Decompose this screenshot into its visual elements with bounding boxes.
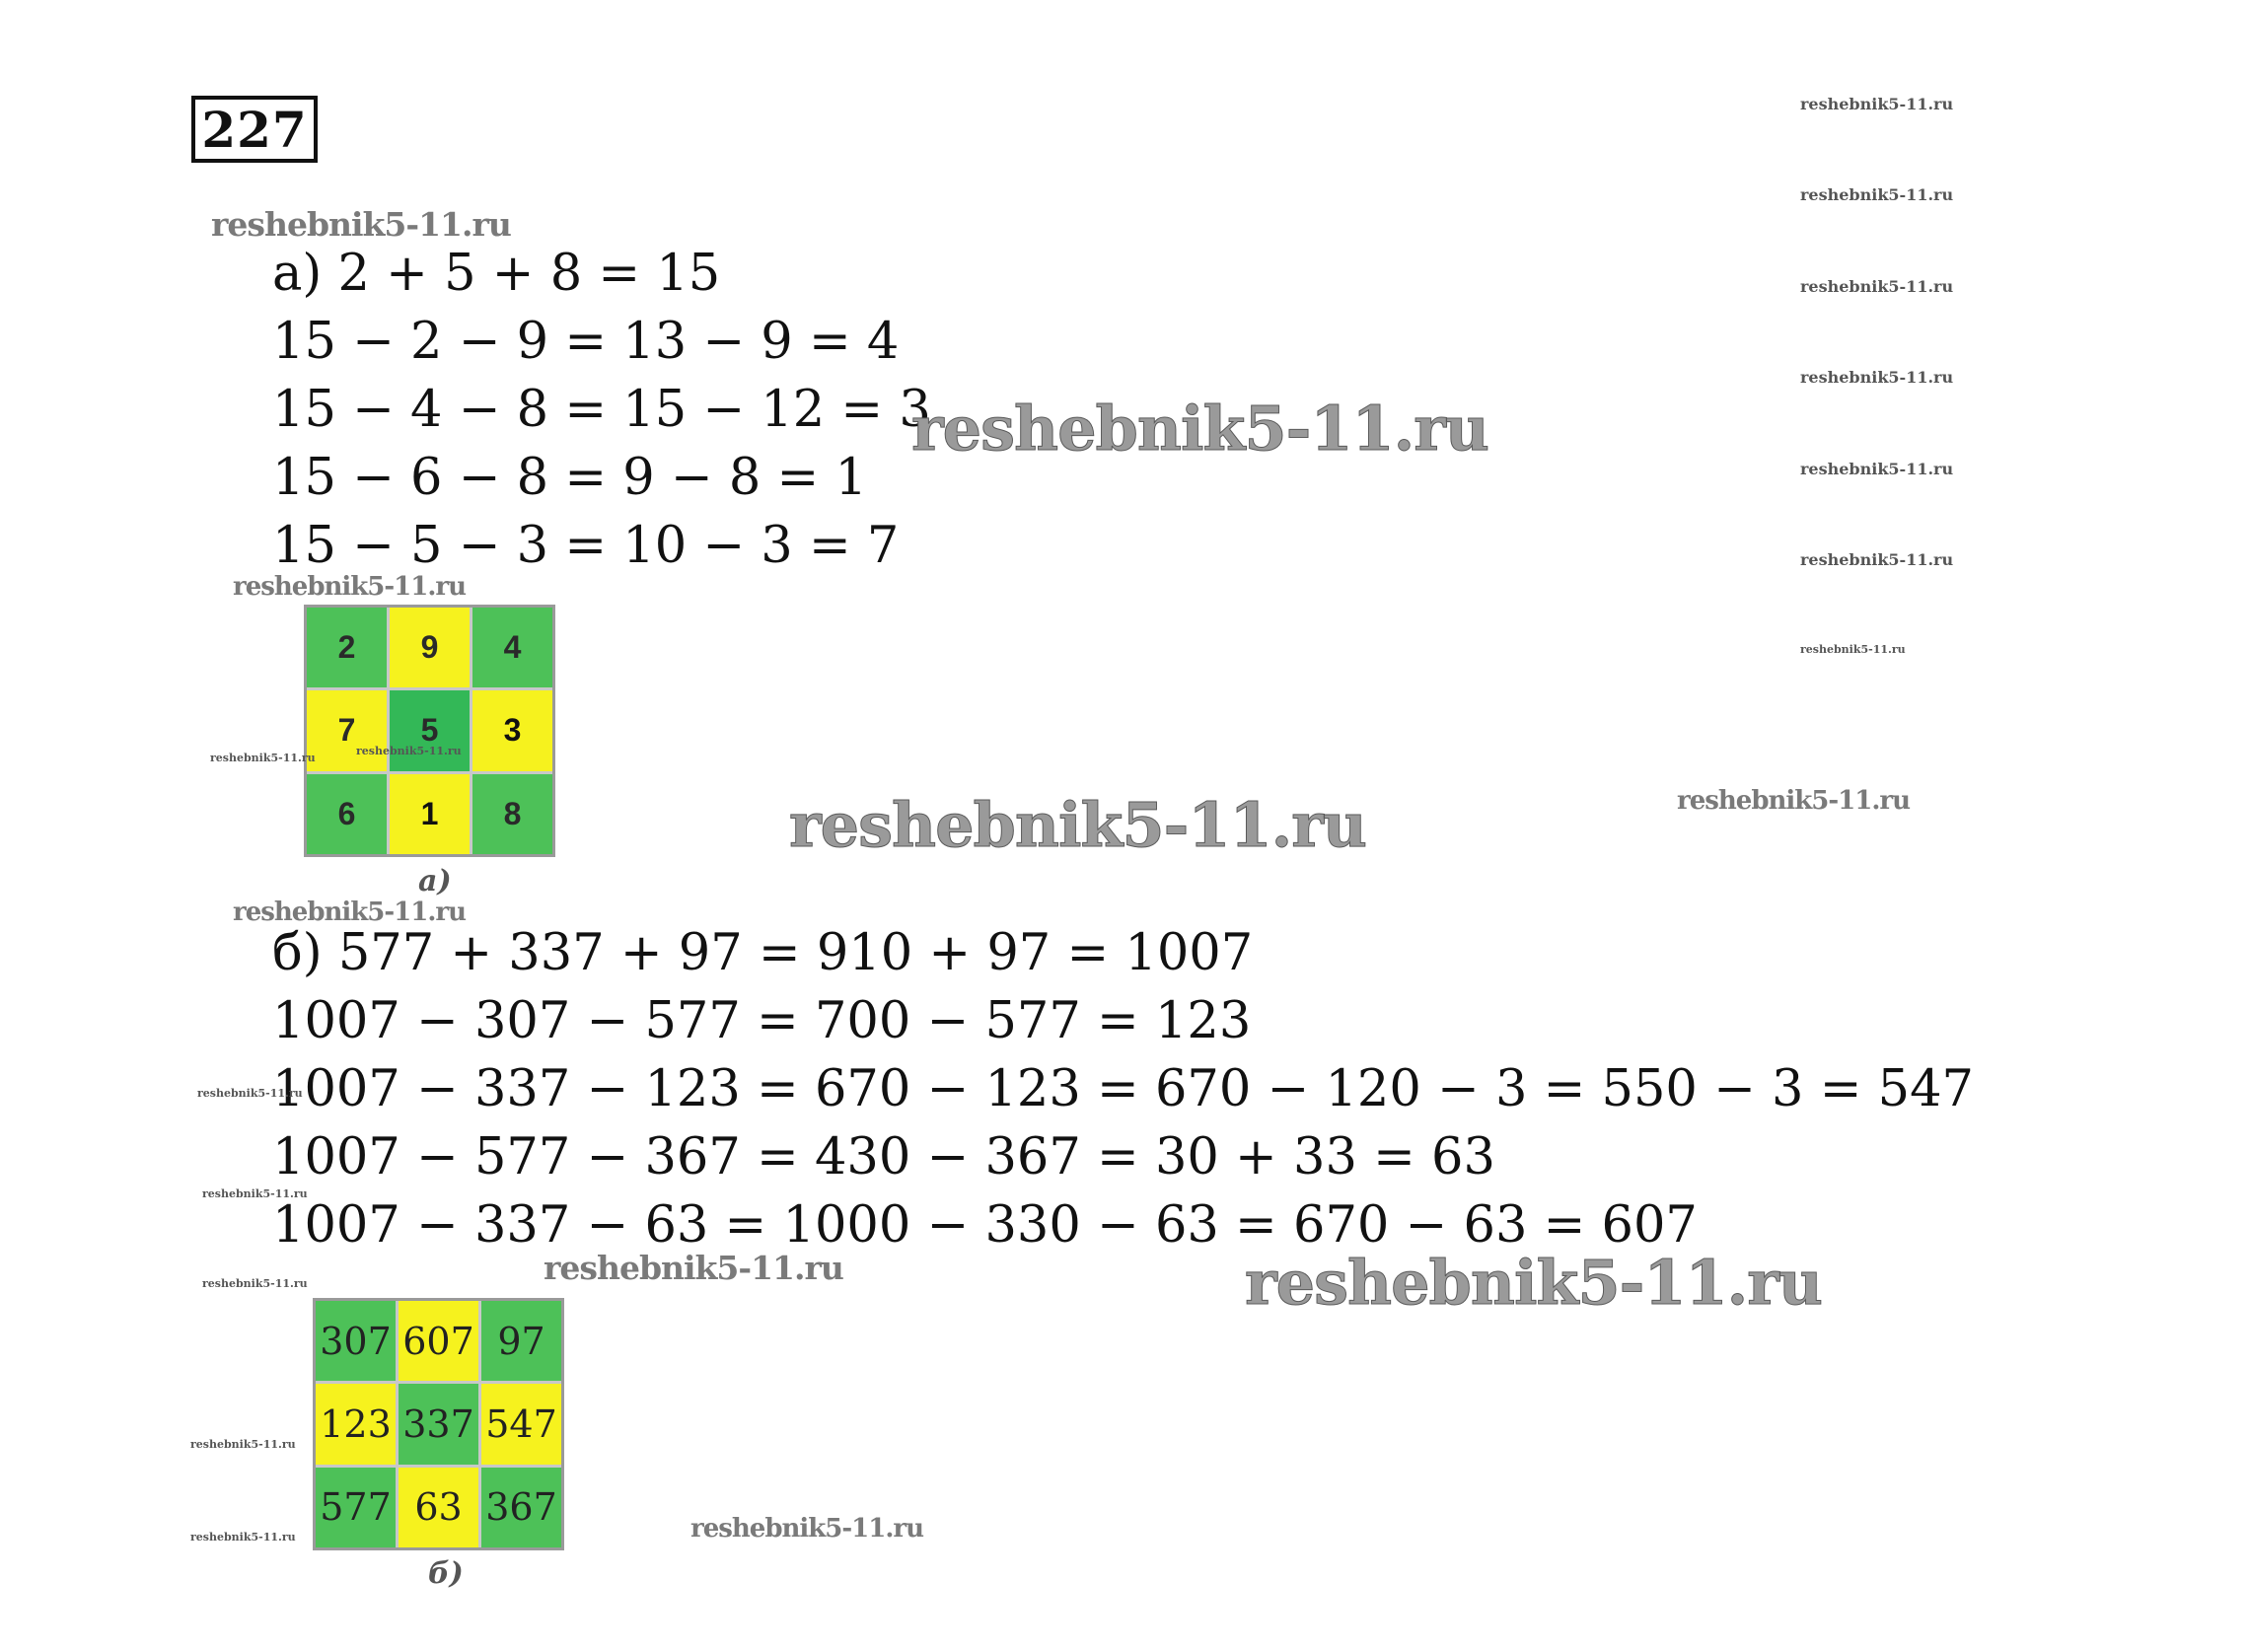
watermark: reshebnik5-11.ru (544, 1249, 843, 1287)
square-b-cell: 367 (481, 1468, 561, 1547)
square-a-cell: 9 (390, 608, 470, 687)
square-a-cell: 1 (390, 774, 470, 854)
part-b-line-4: 1007 − 577 − 367 = 430 − 367 = 30 + 33 = 63 (272, 1128, 1495, 1186)
square-b-cell: 307 (316, 1301, 396, 1381)
watermark: reshebnik5-11.ru (1800, 460, 1954, 478)
watermark: reshebnik5-11.ru (356, 745, 462, 757)
part-b-line-3: 1007 − 337 − 123 = 670 − 123 = 670 − 120 − 3 = 550 − 3 = 547 (272, 1060, 1974, 1118)
part-a-line-1: а) 2 + 5 + 8 = 15 (272, 245, 721, 303)
square-a-cell: 3 (472, 690, 552, 770)
square-b-cell: 577 (316, 1468, 396, 1547)
watermark: reshebnik5-11.ru (911, 393, 1488, 465)
watermark: reshebnik5-11.ru (233, 898, 467, 927)
watermark: reshebnik5-11.ru (190, 1438, 296, 1451)
watermark: reshebnik5-11.ru (1800, 643, 1906, 656)
square-b-cell: 97 (481, 1301, 561, 1381)
square-a-cell: 8 (472, 774, 552, 854)
part-a-line-5: 15 − 5 − 3 = 10 − 3 = 7 (272, 517, 900, 575)
watermark: reshebnik5-11.ru (789, 789, 1366, 861)
part-b-line-5: 1007 − 337 − 63 = 1000 − 330 − 63 = 670 − 63 = 607 (272, 1196, 1698, 1255)
square-b-caption: б) (428, 1556, 464, 1591)
watermark: reshebnik5-11.ru (211, 205, 511, 244)
square-a-cell: 5 (390, 690, 470, 770)
watermark: reshebnik5-11.ru (197, 1087, 303, 1100)
watermark: reshebnik5-11.ru (1800, 95, 1954, 113)
part-a-line-3: 15 − 4 − 8 = 15 − 12 = 3 (272, 381, 931, 439)
watermark: reshebnik5-11.ru (1800, 185, 1954, 204)
part-a-line-2: 15 − 2 − 9 = 13 − 9 = 4 (272, 313, 900, 371)
magic-square-a (304, 605, 555, 857)
square-a-cell: 4 (472, 608, 552, 687)
watermark: reshebnik5-11.ru (1677, 786, 1911, 816)
magic-square-b (313, 1298, 564, 1550)
square-b-cell: 123 (316, 1384, 396, 1464)
square-a-cell: 7 (307, 690, 387, 770)
part-b-line-2: 1007 − 307 − 577 = 700 − 577 = 123 (272, 992, 1252, 1050)
watermark: reshebnik5-11.ru (233, 572, 467, 602)
square-b-cell: 63 (399, 1468, 478, 1547)
part-a-line-4: 15 − 6 − 8 = 9 − 8 = 1 (272, 449, 867, 507)
watermark: reshebnik5-11.ru (1800, 277, 1954, 296)
task-number: 227 (191, 96, 318, 163)
watermark: reshebnik5-11.ru (1800, 550, 1954, 569)
watermark: reshebnik5-11.ru (690, 1514, 924, 1544)
watermark: reshebnik5-11.ru (1800, 368, 1954, 387)
square-a-caption: а) (418, 864, 452, 898)
watermark: reshebnik5-11.ru (210, 752, 316, 764)
watermark: reshebnik5-11.ru (190, 1531, 296, 1544)
part-b-line-1: б) 577 + 337 + 97 = 910 + 97 = 1007 (272, 924, 1254, 982)
square-b-cell: 607 (399, 1301, 478, 1381)
square-a-cell: 2 (307, 608, 387, 687)
square-b-cell: 337 (399, 1384, 478, 1464)
watermark: reshebnik5-11.ru (202, 1187, 308, 1200)
watermark: reshebnik5-11.ru (202, 1277, 308, 1290)
square-b-cell: 547 (481, 1384, 561, 1464)
watermark: reshebnik5-11.ru (1245, 1247, 1822, 1319)
square-a-cell: 6 (307, 774, 387, 854)
